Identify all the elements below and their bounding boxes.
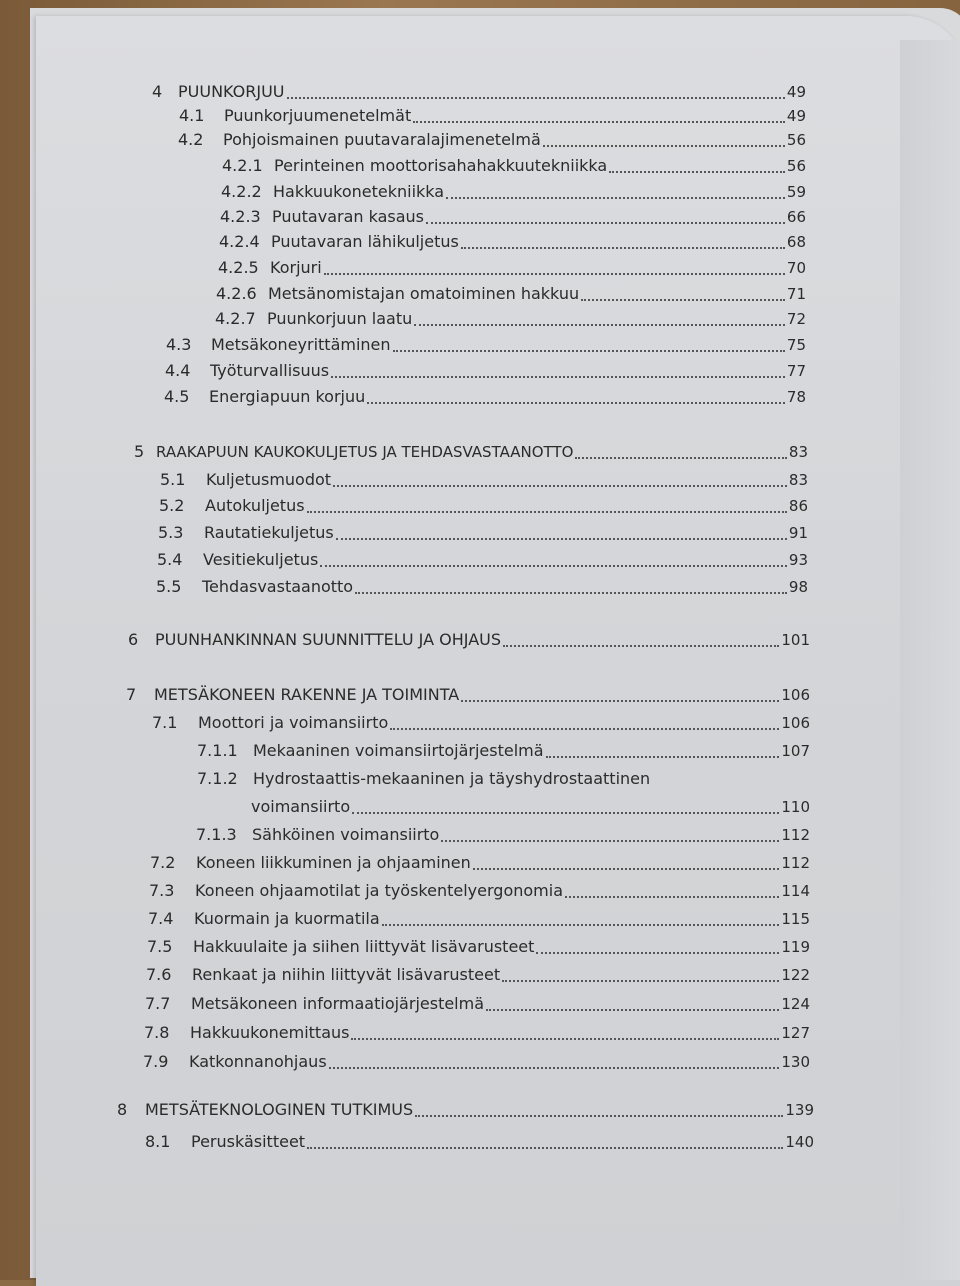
entry-number: 4.2.4 bbox=[219, 232, 260, 251]
toc-entry[interactable] bbox=[148, 907, 810, 931]
dot-leader bbox=[307, 1147, 783, 1149]
entry-title: Hakkuukonetekniikka bbox=[273, 182, 445, 201]
entry-number: 7.1.3 bbox=[196, 825, 237, 844]
entry-number: 5 bbox=[134, 442, 145, 461]
toc-entry-chapter-7[interactable] bbox=[126, 683, 810, 707]
entry-number: 7.1 bbox=[152, 713, 178, 732]
toc-entry[interactable] bbox=[179, 104, 806, 128]
dot-leader bbox=[426, 222, 785, 224]
entry-title: Puunkorjuumenetelmät bbox=[224, 106, 412, 125]
dot-leader bbox=[546, 756, 780, 758]
entry-page: 106 bbox=[781, 714, 810, 732]
entry-number: 5.1 bbox=[160, 470, 186, 489]
entry-title: Työturvallisuus bbox=[210, 361, 330, 380]
toc-entry[interactable] bbox=[147, 935, 810, 959]
entry-title: Peruskäsitteet bbox=[191, 1132, 306, 1151]
toc-entry[interactable] bbox=[166, 333, 806, 357]
toc-entry[interactable] bbox=[220, 205, 806, 229]
entry-title: Vesitiekuljetus bbox=[203, 550, 319, 569]
entry-number: 7 bbox=[126, 685, 137, 704]
dot-leader bbox=[382, 924, 780, 926]
dot-leader bbox=[486, 1009, 779, 1011]
entry-title: Puutavaran kasaus bbox=[272, 207, 425, 226]
entry-number: 5.5 bbox=[156, 577, 182, 596]
entry-page: 130 bbox=[781, 1053, 810, 1071]
entry-page: 49 bbox=[786, 83, 806, 101]
entry-title: METSÄTEKNOLOGINEN TUTKIMUS bbox=[145, 1100, 414, 1119]
entry-page: 110 bbox=[781, 798, 810, 816]
toc-entry[interactable] bbox=[157, 548, 808, 572]
entry-number: 7.7 bbox=[145, 994, 171, 1013]
dot-leader bbox=[413, 121, 785, 123]
dot-leader bbox=[320, 565, 787, 567]
entry-page: 72 bbox=[786, 310, 806, 328]
toc-entry[interactable] bbox=[146, 963, 810, 987]
entry-number: 4 bbox=[152, 82, 163, 101]
entry-title: Hakkuukonemittaus bbox=[190, 1023, 350, 1042]
entry-page: 91 bbox=[788, 524, 808, 542]
entry-title: Koneen liikkuminen ja ohjaaminen bbox=[196, 853, 471, 872]
entry-number: 7.6 bbox=[146, 965, 172, 984]
toc-entry[interactable] bbox=[152, 711, 810, 735]
entry-title-continuation: voimansiirto bbox=[251, 797, 351, 816]
entry-title: Moottori ja voimansiirto bbox=[198, 713, 389, 732]
entry-page: 101 bbox=[781, 631, 810, 649]
entry-number: 7.9 bbox=[143, 1052, 169, 1071]
entry-title: Rautatiekuljetus bbox=[204, 523, 334, 542]
entry-title: Koneen ohjaamotilat ja työskentelyergonomia bbox=[195, 881, 563, 900]
entry-page: 119 bbox=[781, 938, 810, 956]
entry-page: 78 bbox=[786, 388, 806, 406]
dot-leader bbox=[461, 247, 785, 249]
toc-entry-chapter-5[interactable] bbox=[134, 440, 808, 464]
entry-number: 4.3 bbox=[166, 335, 192, 354]
toc-entry[interactable] bbox=[221, 180, 806, 204]
entry-title: Energiapuun korjuu bbox=[209, 387, 366, 406]
toc-entry[interactable] bbox=[145, 992, 810, 1016]
entry-page: 140 bbox=[785, 1133, 814, 1151]
toc-entry[interactable] bbox=[196, 823, 810, 847]
entry-title: Tehdasvastaanotto bbox=[202, 577, 354, 596]
dot-leader bbox=[367, 402, 785, 404]
entry-page: 83 bbox=[788, 471, 808, 489]
dot-leader bbox=[336, 538, 787, 540]
entry-number: 7.5 bbox=[147, 937, 173, 956]
entry-title: Pohjoismainen puutavaralajimenetelmä bbox=[223, 130, 541, 149]
entry-number: 4.1 bbox=[179, 106, 205, 125]
entry-number: 4.2.5 bbox=[218, 258, 259, 277]
toc-entry-chapter-8[interactable] bbox=[117, 1098, 814, 1122]
entry-page: 49 bbox=[786, 107, 806, 125]
entry-title: Perinteinen moottorisahahakkuutekniikka bbox=[274, 156, 608, 175]
entry-title: Renkaat ja niihin liittyvät lisävarusteet bbox=[192, 965, 501, 984]
entry-title: Kuormain ja kuormatila bbox=[194, 909, 380, 928]
entry-title: Katkonnanohjaus bbox=[189, 1052, 327, 1071]
entry-number: 7.2 bbox=[150, 853, 176, 872]
toc-entry[interactable] bbox=[216, 282, 806, 306]
entry-title: PUUNHANKINNAN SUUNNITTELU JA OHJAUS bbox=[155, 630, 501, 649]
toc-entry[interactable] bbox=[160, 468, 808, 492]
entry-title: Puutavaran lähikuljetus bbox=[271, 232, 459, 251]
entry-page: 86 bbox=[788, 497, 808, 515]
entry-page: 77 bbox=[786, 362, 806, 380]
entry-number: 4.2.1 bbox=[222, 156, 263, 175]
toc-entry[interactable] bbox=[178, 128, 806, 152]
dot-leader bbox=[331, 376, 785, 378]
dot-leader bbox=[609, 171, 785, 173]
dot-leader bbox=[414, 324, 785, 326]
entry-title: Autokuljetus bbox=[205, 496, 305, 515]
toc-entry[interactable] bbox=[158, 521, 808, 545]
dot-leader bbox=[575, 457, 786, 459]
toc-entry[interactable] bbox=[144, 1021, 810, 1045]
toc-entry[interactable] bbox=[165, 359, 806, 383]
dot-leader bbox=[324, 273, 785, 275]
entry-title: RAAKAPUUN KAUKOKULJETUS JA TEHDASVASTAANOTTO bbox=[156, 443, 574, 461]
toc-entry[interactable] bbox=[219, 230, 806, 254]
entry-title: Puunkorjuun laatu bbox=[267, 309, 413, 328]
toc-entry[interactable] bbox=[145, 1130, 814, 1154]
entry-number: 4.5 bbox=[164, 387, 190, 406]
entry-number: 4.2.6 bbox=[216, 284, 257, 303]
dot-leader bbox=[390, 728, 779, 730]
dot-leader bbox=[461, 700, 779, 702]
toc-entry-chapter-4[interactable] bbox=[152, 80, 806, 104]
entry-page: 112 bbox=[781, 826, 810, 844]
dot-leader bbox=[307, 511, 787, 513]
entry-page: 83 bbox=[788, 443, 808, 461]
toc-entry[interactable] bbox=[218, 256, 806, 280]
dot-leader bbox=[565, 896, 779, 898]
dot-leader bbox=[355, 592, 787, 594]
entry-number: 5.2 bbox=[159, 496, 185, 515]
entry-number: 7.8 bbox=[144, 1023, 170, 1042]
entry-number: 7.3 bbox=[149, 881, 175, 900]
entry-title: Sähköinen voimansiirto bbox=[252, 825, 440, 844]
entry-number: 4.2 bbox=[178, 130, 204, 149]
dot-leader bbox=[351, 1038, 779, 1040]
entry-title: Kuljetusmuodot bbox=[206, 470, 332, 489]
dot-leader bbox=[329, 1067, 780, 1069]
dot-leader bbox=[393, 350, 785, 352]
entry-title: Hydrostaattis-mekaaninen ja täyshydrostaattinen bbox=[253, 769, 651, 788]
toc-entry-wrapped-line-2[interactable] bbox=[251, 795, 810, 819]
entry-page: 139 bbox=[785, 1101, 814, 1119]
toc-entry[interactable] bbox=[150, 851, 810, 875]
entry-number: 8.1 bbox=[145, 1132, 171, 1151]
toc-entry[interactable] bbox=[149, 879, 810, 903]
entry-number: 4.2.3 bbox=[220, 207, 261, 226]
entry-page: 68 bbox=[786, 233, 806, 251]
dot-leader bbox=[446, 197, 785, 199]
entry-title: Korjuri bbox=[270, 258, 322, 277]
entry-number: 5.4 bbox=[157, 550, 183, 569]
dot-leader bbox=[581, 299, 785, 301]
toc-entry[interactable] bbox=[143, 1050, 810, 1074]
entry-page: 56 bbox=[786, 157, 806, 175]
dot-leader bbox=[543, 145, 785, 147]
entry-page: 114 bbox=[781, 882, 810, 900]
toc-entry[interactable] bbox=[156, 575, 808, 599]
toc-entry[interactable] bbox=[215, 307, 806, 331]
entry-page: 122 bbox=[781, 966, 810, 984]
entry-number: 7.1.2 bbox=[197, 769, 238, 788]
dot-leader bbox=[536, 952, 779, 954]
dot-leader bbox=[503, 645, 779, 647]
toc-entry-chapter-6[interactable] bbox=[128, 628, 810, 652]
toc-entry-wrapped-line-1[interactable] bbox=[197, 767, 810, 791]
entry-page: 124 bbox=[781, 995, 810, 1013]
dot-leader bbox=[473, 868, 780, 870]
entry-number: 7.1.1 bbox=[197, 741, 238, 760]
entry-number: 8 bbox=[117, 1100, 128, 1119]
entry-page: 66 bbox=[786, 208, 806, 226]
dot-leader bbox=[502, 980, 779, 982]
entry-title: Hakkuulaite ja siihen liittyvät lisävarusteet bbox=[193, 937, 535, 956]
entry-page: 98 bbox=[788, 578, 808, 596]
entry-title: Metsänomistajan omatoiminen hakkuu bbox=[268, 284, 580, 303]
entry-number: 7.4 bbox=[148, 909, 174, 928]
entry-page: 59 bbox=[786, 183, 806, 201]
toc-entry[interactable] bbox=[164, 385, 806, 409]
entry-number: 5.3 bbox=[158, 523, 184, 542]
toc-entry[interactable] bbox=[197, 739, 810, 763]
dot-leader bbox=[441, 840, 779, 842]
entry-title: Mekaaninen voimansiirtojärjestelmä bbox=[253, 741, 544, 760]
entry-number: 4.4 bbox=[165, 361, 191, 380]
entry-page: 56 bbox=[786, 131, 806, 149]
toc-entry[interactable] bbox=[159, 494, 808, 518]
entry-number: 6 bbox=[128, 630, 139, 649]
entry-page: 93 bbox=[788, 551, 808, 569]
entry-number: 4.2.7 bbox=[215, 309, 256, 328]
toc-entry[interactable] bbox=[222, 154, 806, 178]
entry-page: 107 bbox=[781, 742, 810, 760]
entry-title: METSÄKONEEN RAKENNE JA TOIMINTA bbox=[154, 685, 460, 704]
entry-page: 106 bbox=[781, 686, 810, 704]
dot-leader bbox=[352, 812, 779, 814]
dot-leader bbox=[287, 97, 785, 99]
entry-page: 75 bbox=[786, 336, 806, 354]
entry-page: 71 bbox=[786, 285, 806, 303]
entry-page: 70 bbox=[786, 259, 806, 277]
entry-page: 115 bbox=[781, 910, 810, 928]
entry-title: Metsäkoneyrittäminen bbox=[211, 335, 391, 354]
dot-leader bbox=[333, 485, 787, 487]
entry-title: PUUNKORJUU bbox=[178, 82, 285, 101]
entry-page: 127 bbox=[781, 1024, 810, 1042]
entry-page: 112 bbox=[781, 854, 810, 872]
entry-title: Metsäkoneen informaatiojärjestelmä bbox=[191, 994, 485, 1013]
dot-leader bbox=[415, 1115, 783, 1117]
entry-number: 4.2.2 bbox=[221, 182, 262, 201]
